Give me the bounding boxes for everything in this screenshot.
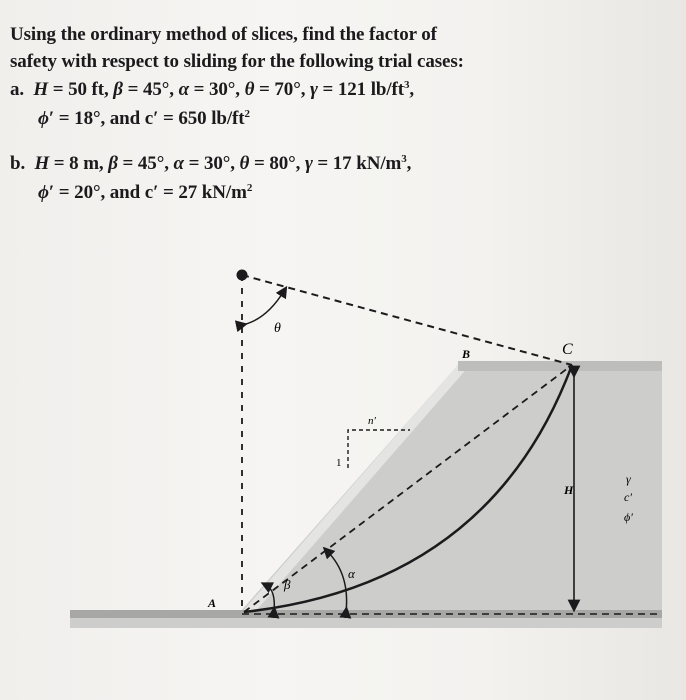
- case-a-alpha-value: = 30°,: [188, 79, 245, 100]
- soil-unit-weight-label: γ: [626, 472, 631, 486]
- case-a-gamma-value: = 121 lb/ft: [317, 79, 404, 100]
- slope-diagram: [0, 240, 686, 700]
- case-b-beta-value: = 45°,: [117, 153, 174, 174]
- case-a-label: a.: [10, 79, 25, 100]
- slope-rise-label: 1: [336, 457, 342, 469]
- case-b-beta-symbol: β: [108, 153, 118, 174]
- case-a-theta-value: = 70°,: [254, 79, 310, 100]
- case-a-line-2: [38, 108, 250, 130]
- case-b-theta-value: = 80°,: [249, 153, 305, 174]
- case-a-gamma-exponent: 3: [403, 79, 410, 91]
- case-b-phi-value: ′ = 20°, and c′ = 27 kN/m: [48, 182, 247, 203]
- case-b-line-1: [10, 153, 411, 175]
- circle-center-point: [237, 270, 248, 281]
- case-b-gamma-value: = 17 kN/m: [312, 153, 402, 174]
- case-b-H-value: = 8 m,: [49, 153, 109, 174]
- case-a-beta-value: = 45°,: [122, 79, 179, 100]
- height-label: H: [564, 483, 574, 497]
- case-a-gamma-end: ,: [409, 79, 415, 100]
- case-b-line-2: [38, 182, 252, 204]
- point-C-label: C: [562, 341, 573, 358]
- case-a-gamma-symbol: γ: [310, 79, 318, 100]
- case-b-gamma-symbol: γ: [304, 153, 313, 174]
- case-a-phi-value: ′ = 18°, and c′ = 650 lb/ft: [48, 108, 245, 129]
- soil-cohesion-label: c′: [624, 490, 632, 504]
- case-b-phi-exponent: 2: [246, 182, 253, 194]
- beta-label: β: [284, 577, 291, 592]
- case-b-H-symbol: H: [34, 153, 50, 174]
- intro-line-2: safety with respect to sliding for the following trial cases:: [10, 51, 464, 72]
- case-a-alpha-symbol: α: [178, 79, 189, 100]
- soil-friction-angle-label: ϕ′: [624, 510, 633, 524]
- theta-angle-arc: [242, 291, 284, 325]
- case-b-alpha-symbol: α: [173, 153, 184, 174]
- alpha-label: α: [348, 566, 355, 581]
- case-b-theta-symbol: θ: [239, 153, 250, 174]
- case-b-gamma-exponent: 3: [401, 153, 407, 165]
- slope-run-label: n′: [368, 415, 376, 427]
- case-b-label: b.: [10, 153, 26, 174]
- point-B-label: B: [462, 347, 471, 361]
- case-a-beta-symbol: β: [113, 79, 123, 100]
- case-a-H-symbol: H: [33, 79, 49, 100]
- case-a-phi-exponent: 2: [244, 108, 250, 120]
- case-a-line-1: [10, 79, 414, 101]
- case-b-gamma-end: ,: [406, 153, 412, 174]
- radius-line-to-C: [242, 275, 572, 365]
- case-a-phi-symbol: ϕ: [38, 108, 49, 129]
- case-b-phi-symbol: ϕ: [38, 182, 49, 203]
- intro-line-1: Using the ordinary method of slices, find the factor of: [10, 24, 437, 45]
- theta-label: θ: [274, 321, 281, 336]
- case-a-H-value: = 50 ft,: [48, 79, 114, 100]
- case-b-alpha-value: = 30°,: [183, 153, 240, 174]
- point-A-label: A: [208, 596, 217, 610]
- case-a-theta-symbol: θ: [244, 79, 255, 100]
